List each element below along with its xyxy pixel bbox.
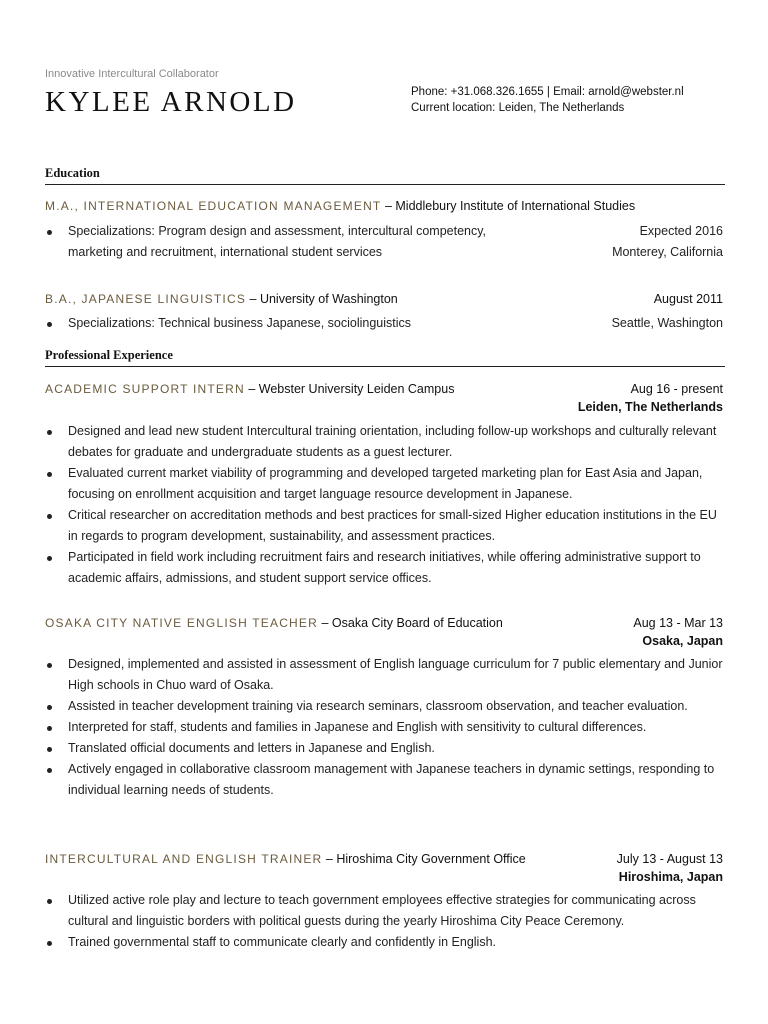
degree-title: B.A., JAPANESE LINGUISTICS — [45, 292, 247, 306]
degree-separator: – — [381, 199, 396, 213]
school-name: Middlebury Institute of International Studies — [395, 199, 636, 213]
section-title-education: Education — [45, 166, 725, 185]
list-item: Translated official documents and letters in Japanese and English. — [45, 738, 725, 759]
job-organization: Webster University Leiden Campus — [258, 382, 455, 396]
job-role: OSAKA CITY NATIVE ENGLISH TEACHER — [45, 616, 318, 630]
job-separator: – — [322, 852, 337, 866]
education-location: Monterey, California — [612, 245, 723, 259]
list-item: Actively engaged in collaborative classroom management with Japanese teachers in dynamic settings, responding to individual learning needs of students. — [45, 759, 725, 801]
job-date: July 13 - August 13 — [616, 852, 723, 866]
education-entry-ba — [45, 292, 723, 306]
job-header-academic-support — [45, 382, 723, 414]
job-header-hiroshima-trainer — [45, 852, 723, 884]
degree-separator: – — [246, 292, 260, 306]
degree-title: M.A., INTERNATIONAL EDUCATION MANAGEMENT — [45, 199, 382, 213]
job-organization: Hiroshima City Government Office — [336, 852, 526, 866]
job-bullets-academic-support — [45, 421, 725, 589]
job-role: ACADEMIC SUPPORT INTERN — [45, 382, 245, 396]
job-bullets-osaka-teacher — [45, 654, 725, 801]
contact-location: Current location: Leiden, The Netherlands — [411, 102, 625, 114]
job-location: Hiroshima, Japan — [618, 870, 723, 884]
education-location: Seattle, Washington — [611, 316, 723, 330]
list-item: Participated in field work including recruitment fairs and research initiatives, while offering administrative support to academic affairs, admissions, and student support service offices. — [45, 547, 725, 589]
school-name: University of Washington — [259, 292, 398, 306]
education-bullet-ba — [45, 313, 723, 334]
education-date-location — [612, 221, 723, 263]
list-item: Critical researcher on accreditation methods and best practices for small-sized Higher education institutions in the EU in regards to program development, sustainability, and assessment practices. — [45, 505, 725, 547]
education-date: Expected 2016 — [639, 224, 723, 238]
job-date: Aug 13 - Mar 13 — [633, 616, 723, 630]
section-title-experience: Professional Experience — [45, 348, 725, 367]
job-organization: Osaka City Board of Education — [331, 616, 503, 630]
list-item: Evaluated current market viability of programming and developed targeted marketing plan for East Asia and Japan, focusing on enrollment acquisition and target language resource development in Japanese. — [45, 463, 725, 505]
bullet-icon — [47, 322, 52, 327]
job-separator: – — [318, 616, 332, 630]
job-header-osaka-teacher — [45, 616, 723, 648]
bullet-icon — [47, 230, 52, 235]
job-location: Leiden, The Netherlands — [577, 400, 723, 414]
tagline: Innovative Intercultural Collaborator — [45, 68, 219, 80]
candidate-name: KYLEE ARNOLD — [45, 86, 297, 118]
education-specializations: Specializations: Program design and assessment, intercultural competency, marketing and recruitment, international student services — [68, 224, 487, 259]
contact-phone-email: Phone: +31.068.326.1655 | Email: arnold@webster.nl — [411, 86, 684, 98]
education-date: August 2011 — [653, 292, 723, 306]
list-item: Assisted in teacher development training via research seminars, classroom observation, and teacher evaluation. — [45, 696, 725, 717]
list-item: Designed and lead new student Intercultural training orientation, including follow-up workshops and culturally relevant debates for graduate and undergraduate students as a guest lecturer. — [45, 421, 725, 463]
job-date: Aug 16 - present — [630, 382, 723, 396]
job-role: INTERCULTURAL AND ENGLISH TRAINER — [45, 852, 323, 866]
contact-block — [411, 84, 684, 116]
job-separator: – — [244, 382, 259, 396]
list-item: Trained governmental staff to communicate clearly and confidently in English. — [45, 932, 725, 953]
list-item: Designed, implemented and assisted in assessment of English language curriculum for 7 public elementary and Junior High schools in Chuo ward of Osaka. — [45, 654, 725, 696]
job-location: Osaka, Japan — [642, 634, 723, 648]
education-entry-ma — [45, 199, 723, 213]
list-item: Interpreted for staff, students and families in Japanese and English with sensitivity to cultural differences. — [45, 717, 725, 738]
list-item: Utilized active role play and lecture to teach government employees effective strategies for communicating across cultural and linguistic borders with political guests during the yearly Hiroshima City Peace Ceremony. — [45, 890, 725, 932]
education-specializations: Specializations: Technical business Japanese, sociolinguistics — [68, 316, 412, 330]
job-bullets-hiroshima-trainer — [45, 890, 725, 953]
education-bullet-ma — [45, 221, 723, 263]
